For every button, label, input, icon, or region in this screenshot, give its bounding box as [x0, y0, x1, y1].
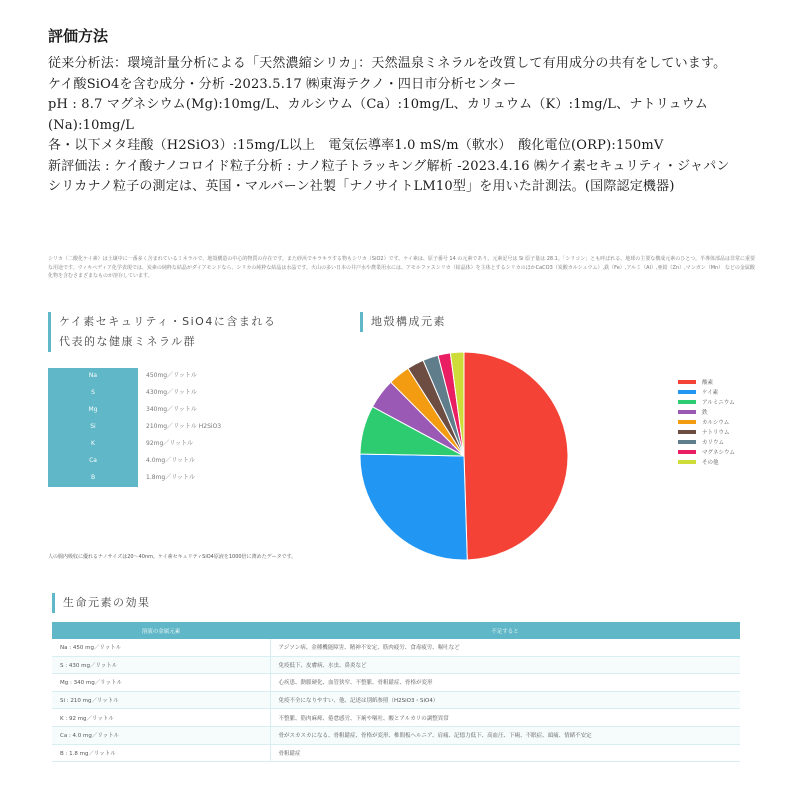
- mineral-element: Si: [48, 419, 138, 436]
- effects-col-deficiency: 不足すると: [270, 622, 740, 639]
- mineral-panel: [48, 312, 308, 487]
- table-row: [52, 709, 740, 727]
- legend-swatch: [678, 460, 696, 464]
- table-row: [52, 744, 740, 762]
- effects-table: [52, 622, 740, 762]
- evaluation-line-2: ケイ酸SiO4を含む成分・分析 -2023.5.17 ㈱東海テクノ・四日市分析センター: [48, 76, 517, 92]
- mineral-element: Ca: [48, 453, 138, 470]
- legend-swatch: [678, 410, 696, 414]
- evaluation-line-5: 新評価法 : ケイ酸ナノコロイド粒子分析 : ナノ粒子トラッキング解析 -2023.4.16 ㈱ケイ素セキュリティ・ジャパン: [48, 158, 730, 174]
- table-row: [52, 691, 740, 709]
- mineral-panel-title-1: ケイ素セキュリティ・SiO4に含まれる: [59, 315, 277, 328]
- evaluation-section: [48, 26, 768, 198]
- mineral-value: 430mg／リットル: [146, 389, 197, 396]
- mineral-value: 210mg／リットル H2SiO3: [146, 423, 222, 430]
- effects-col-element: 溶液の金属元素: [52, 622, 270, 639]
- effects-heading: [52, 593, 352, 613]
- effect-element: S : 430 mg／リットル: [52, 656, 270, 674]
- mineral-list: [48, 368, 308, 487]
- mineral-element: S: [48, 385, 138, 402]
- legend-item: [678, 447, 735, 457]
- effect-element: Na : 450 mg／リットル: [52, 639, 270, 656]
- mineral-row: [48, 368, 308, 385]
- mineral-value: 1.8mg／リットル: [146, 474, 195, 481]
- mineral-element: Na: [48, 368, 138, 385]
- evaluation-line-4: 各・以下メタ珪酸（H2SiO3）:15mg/L以上 電気伝導率1.0 mS/m（軟水） 酸化電位(ORP):150mV: [48, 138, 664, 153]
- effect-element: Mg : 340 mg／リットル: [52, 674, 270, 692]
- legend-swatch: [678, 400, 696, 404]
- mineral-element: B: [48, 470, 138, 487]
- effects-title: 生命元素の効果: [52, 593, 352, 613]
- mineral-value: 450mg／リットル: [146, 372, 197, 379]
- effect-element: Ca : 4.0 mg／リットル: [52, 726, 270, 744]
- legend-label: 鉄: [702, 410, 708, 416]
- legend-item: [678, 407, 735, 417]
- legend-swatch: [678, 420, 696, 424]
- mineral-row: [48, 402, 308, 419]
- effect-element: B : 1.8 mg／リットル: [52, 744, 270, 762]
- legend-label: ケイ素: [702, 390, 719, 396]
- legend-item: [678, 387, 735, 397]
- pie-chart: [360, 340, 590, 560]
- legend-item: [678, 377, 735, 387]
- evaluation-line-1: 従来分析法：環境計量分析による「天然濃縮シリカ」：天然温泉ミネラルを改質して有用成分の共有をしています。: [48, 56, 727, 71]
- effect-deficiency: 不整脈、筋肉麻痺、倦怠感労、下痢や嘔吐、酸とアルカリの調整異常: [270, 709, 740, 727]
- effects-header-row: [52, 622, 740, 639]
- mineral-element: K: [48, 436, 138, 453]
- crust-elements-chart: [360, 312, 760, 562]
- legend-label: 酸素: [702, 380, 714, 386]
- evaluation-line-6: シリカナノ粒子の測定は、英国・マルバーン社製「ナノサイトLM10型」を用いた計測法。(国際認定機器): [48, 179, 675, 194]
- pie-slice-1: [464, 352, 568, 560]
- legend-swatch: [678, 380, 696, 384]
- legend-label: ナトリウム: [702, 430, 730, 436]
- effect-deficiency: 免疫低下、皮膚病、水虫、鼻炎など: [270, 656, 740, 674]
- effect-element: K : 92 mg／リットル: [52, 709, 270, 727]
- legend-item: [678, 457, 735, 467]
- mineral-panel-title-2: 代表的な健康ミネラル群: [59, 335, 197, 348]
- effect-deficiency: 骨がスカスカになる、骨粗鬆症、骨格が変形、椎間板ヘルニア、肩痛、記憶力低下、高血圧、下痢、不眠症、頭痛、情緒不安定: [270, 726, 740, 744]
- mineral-row: [48, 453, 308, 470]
- effect-deficiency: 骨粗鬆症: [270, 744, 740, 762]
- legend-label: その他: [702, 460, 719, 466]
- table-row: [52, 726, 740, 744]
- nano-size-note: 人の腸内吸収に優れるナノサイズは20～40nm。ケイ素セキュリティSiO4原液を1000倍に薄めたデータです。: [48, 554, 297, 560]
- mineral-row: [48, 419, 308, 436]
- legend-item: [678, 427, 735, 437]
- legend-item: [678, 397, 735, 407]
- legend-item: [678, 437, 735, 447]
- chart-title: 地殻構成元素: [360, 312, 760, 332]
- legend-label: マグネシウム: [702, 450, 735, 456]
- mineral-value: 4.0mg／リットル: [146, 457, 195, 464]
- legend-label: カルシウム: [702, 420, 730, 426]
- legend-label: アルミニウム: [702, 400, 735, 406]
- effect-element: Si : 210 mg／リットル: [52, 691, 270, 709]
- mineral-row: [48, 385, 308, 402]
- chart-legend: [678, 377, 735, 467]
- table-row: [52, 639, 740, 656]
- table-row: [52, 674, 740, 692]
- effect-deficiency: 心疾患、動脈硬化、血管狭窄、不整脈、骨粗鬆症、骨格が変形: [270, 674, 740, 692]
- evaluation-title: 評価方法: [48, 27, 109, 45]
- table-row: [52, 656, 740, 674]
- mineral-row: [48, 470, 308, 487]
- legend-item: [678, 417, 735, 427]
- legend-swatch: [678, 450, 696, 454]
- legend-swatch: [678, 390, 696, 394]
- silica-intro-text: シリカ（二酸化ケイ素）は土壌中に一番多く含まれているミネラルで、地殻構造の中心的物質の存在です。また砂浜でキラキラする物もシリカ（SiO2）です。ケイ素は、原子番号 14 の元素であり、元素記号は Si 原子量は 28.1。「シリコン」とも呼ばれる。地球の主要な構成元素のひとつ。半導体部品は非常に重要な用途です。ウィキペディア化学表現では、炭素の純粋な結晶がダイアモンドなら、シリカの純粋な結晶は水晶です。火山の多い日本の井戸水や農業用水には、アモルファスシリカ（結晶体）を主体とするシリカのほかCaCO3（炭酸カルシュウム）,鉄（Fe）,アルミ（Al）,亜鉛（Zn）,マンガン（Mn） などの金属酸化物を含むさまざまなものが溶存しています。: [48, 256, 755, 279]
- mineral-value: 92mg／リットル: [146, 440, 194, 447]
- legend-swatch: [678, 440, 696, 444]
- pie-slice-2: [360, 454, 467, 560]
- legend-label: カリウム: [702, 440, 724, 446]
- evaluation-line-3: pH : 8.7 マグネシウム(Mg):10mg/L、カルシウム（Ca）:10mg/L、カリュウム（K）:1mg/L、ナトリュウム(Na):10mg/L: [48, 97, 709, 133]
- mineral-value: 340mg／リットル: [146, 406, 197, 413]
- mineral-element: Mg: [48, 402, 138, 419]
- legend-swatch: [678, 430, 696, 434]
- effect-deficiency: アジソン病、金種機能障害、精神不安定、筋肉疲労、食毒疲労、嘔吐など: [270, 639, 740, 656]
- mineral-panel-heading: [48, 312, 308, 352]
- mineral-row: [48, 436, 308, 453]
- effect-deficiency: 免疫不全になりやすい、他、記述は別紙参照（H2SiO3・SiO4）: [270, 691, 740, 709]
